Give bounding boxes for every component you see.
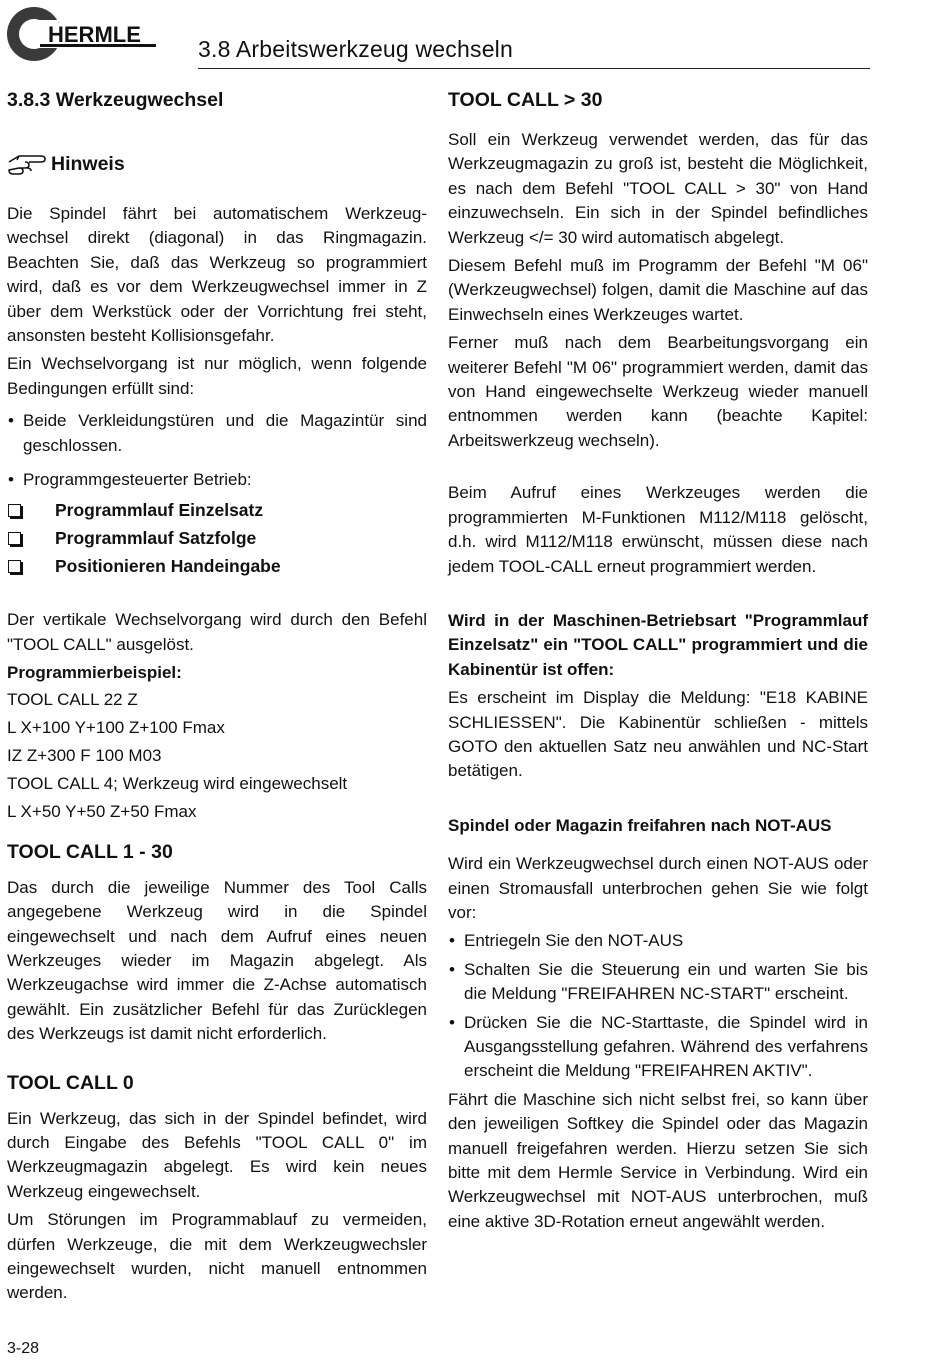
left-column — [7, 86, 427, 1310]
right-paragraph-1: Soll ein Werkzeug verwendet werden, das für das Werkzeugmagazin zu groß ist, besteht die Möglichkeit, es nach dem Befehl "TOOL CALL > 30" von Hand einzuwechseln. Ein sich in der Spindel befindliches Werkzeug </= 30 wird automatisch abgelegt. — [448, 130, 868, 247]
condition-item: • Beide Verkleidungstüren und die Magazintür sind geschlossen. — [7, 409, 427, 458]
checkbox-icon — [8, 560, 21, 573]
notaus-step: • Entriegeln Sie den NOT-AUS — [448, 929, 868, 953]
left-paragraph-3: Der vertikale Wechselvorgang wird durch den Befehl "TOOL CALL" ausgelöst. — [7, 610, 427, 654]
logo-text: HERMLE — [48, 22, 141, 47]
mode-list — [7, 496, 427, 580]
hermle-logo-mark — [6, 6, 156, 62]
condition-list — [7, 409, 427, 492]
cabin-text: Es erscheint im Display die Meldung: "E18 KABINE SCHLIESSEN". Die Kabinentür schließen - mittels GOTO den aktuellen Satz neu anwählen und NC-Start betätigen. — [448, 688, 868, 781]
mode-label: Positionieren Handeingabe — [55, 556, 281, 577]
mode-item — [7, 524, 427, 552]
notaus-steps — [448, 929, 868, 1083]
hermle-logo — [6, 6, 156, 62]
tool-call-1-30-text: Das durch die jeweilige Nummer des Tool Calls angegebene Werkzeug wird in die Spindel eingewechselt und nach dem Aufruf eines neuen Werkzeuges wieder im Magazin abgelegt. Als Werkzeugachse wird immer die Z-Achse automatisch gewählt. Ein zusätzlicher Befehl für das Zurücklegen des Werkzeugs ist damit nicht erforderlich. — [7, 877, 427, 1044]
right-column — [448, 86, 868, 1238]
code-line: TOOL CALL 4; Werkzeug wird eingewechselt — [7, 773, 348, 793]
cabin-heading: Wird in der Maschinen-Betriebsart "Programmlauf Einzelsatz" ein "TOOL CALL" programmiert und die Kabinentür ist offen: — [448, 610, 868, 679]
code-line: L X+100 Y+100 Z+100 Fmax — [7, 717, 225, 737]
mode-item — [7, 496, 427, 524]
tool-call-0-text-2: Um Störungen im Programmablauf zu vermeiden, dürfen Werkzeuge, die mit dem Werkzeugwechsler eingewechselt wurden, nicht manuell entnommen werden. — [7, 1210, 427, 1303]
code-line: L X+50 Y+50 Z+50 Fmax — [7, 801, 197, 821]
page-number: 3-28 — [7, 1340, 40, 1357]
mode-item — [7, 552, 427, 580]
tool-call-0-text-1: Ein Werkzeug, das sich in der Spindel befindet, wird durch Eingabe des Befehls "TOOL CALL 0" im Werkzeugmagazin abgelegt. Es wird kein neues Werkzeug eingewechselt. — [7, 1108, 427, 1201]
notaus-heading: Spindel oder Magazin freifahren nach NOT-AUS — [448, 815, 832, 835]
right-paragraph-3: Ferner muß nach dem Bearbeitungsvorgang ein weiterer Befehl "M 06" programmiert werden, damit das von Hand eingewechselte Werkzeug wieder manuell entnommen werden kann (beachte Kapitel: Arbeitswerkzeug wechseln). — [448, 333, 868, 450]
left-paragraph-2: Ein Wechselvorgang ist nur möglich, wenn folgende Bedingungen erfüllt sind: — [7, 354, 427, 398]
tool-call-0-heading: TOOL CALL 0 — [7, 1071, 134, 1094]
tool-call-30-heading: TOOL CALL > 30 — [448, 89, 603, 111]
notaus-outro: Fährt die Maschine sich nicht selbst frei, so kann über den jeweiligen Softkey die Spindel oder das Magazin manuell freigefahren werden. Hierzu setzen Sie sich bitte mit dem Hermle Service in Verbindung. Wird ein Werkzeugwechsel mit NOT-AUS unterbrochen, muß eine aktive 3D-Rotation erneut angewählt werden. — [448, 1089, 868, 1231]
code-line: TOOL CALL 22 Z — [7, 689, 138, 709]
header-rule — [198, 68, 870, 69]
code-line: IZ Z+300 F 100 M03 — [7, 745, 162, 765]
checkbox-icon — [8, 532, 21, 545]
notaus-step: • Schalten Sie die Steuerung ein und warten Sie bis die Meldung "FREIFAHREN NC-START" erscheint. — [448, 958, 868, 1007]
condition-item: • Programmgesteuerter Betrieb: — [7, 468, 427, 492]
pointing-hand-icon — [7, 150, 47, 176]
mode-label: Programmlauf Einzelsatz — [55, 500, 264, 521]
right-paragraph-4: Beim Aufruf eines Werkzeuges werden die programmierten M-Funktionen M112/M118 gelöscht, d.h. wird M112/M118 erwünscht, müssen diese nach jedem TOOL-CALL erneut programmiert werden. — [448, 483, 868, 576]
notaus-intro: Wird ein Werkzeugwechsel durch einen NOT-AUS oder einen Stromausfall unterbrochen gehen Sie wie folgt vor: — [448, 854, 868, 922]
hinweis-label: Hinweis — [51, 152, 125, 175]
left-paragraph-1: Die Spindel fährt bei automatischem Werkzeug-wechsel direkt (diagonal) in das Ringmagazin. Beachten Sie, daß das Werkzeug so programmiert wird, daß es vor dem Werkzeugwechsel immer in Z über dem Werkstück oder der Vorrichtung frei steht, ansonsten besteht Kollisionsgefahr. — [7, 204, 427, 346]
code-example — [7, 686, 427, 826]
notaus-step: • Drücken Sie die NC-Starttaste, die Spindel wird in Ausgangsstellung gefahren. Während des verfahrens erscheint die Meldung "FREIFAHREN AKTIV". — [448, 1011, 868, 1084]
left-heading: 3.8.3 Werkzeugwechsel — [7, 89, 224, 111]
right-paragraph-2: Diesem Befehl muß im Programm der Befehl "M 06" (Werkzeugwechsel) folgen, damit die Maschine auf das Einwechseln eines Werkzeuges wartet. — [448, 256, 868, 324]
example-heading: Programmierbeispiel: — [7, 663, 182, 683]
section-title: 3.8 Arbeitswerkzeug wechseln — [198, 36, 513, 62]
checkbox-icon — [8, 504, 21, 517]
mode-label: Programmlauf Satzfolge — [55, 528, 257, 549]
tool-call-1-30-heading: TOOL CALL 1 - 30 — [7, 840, 173, 863]
hinweis-note — [7, 146, 427, 176]
